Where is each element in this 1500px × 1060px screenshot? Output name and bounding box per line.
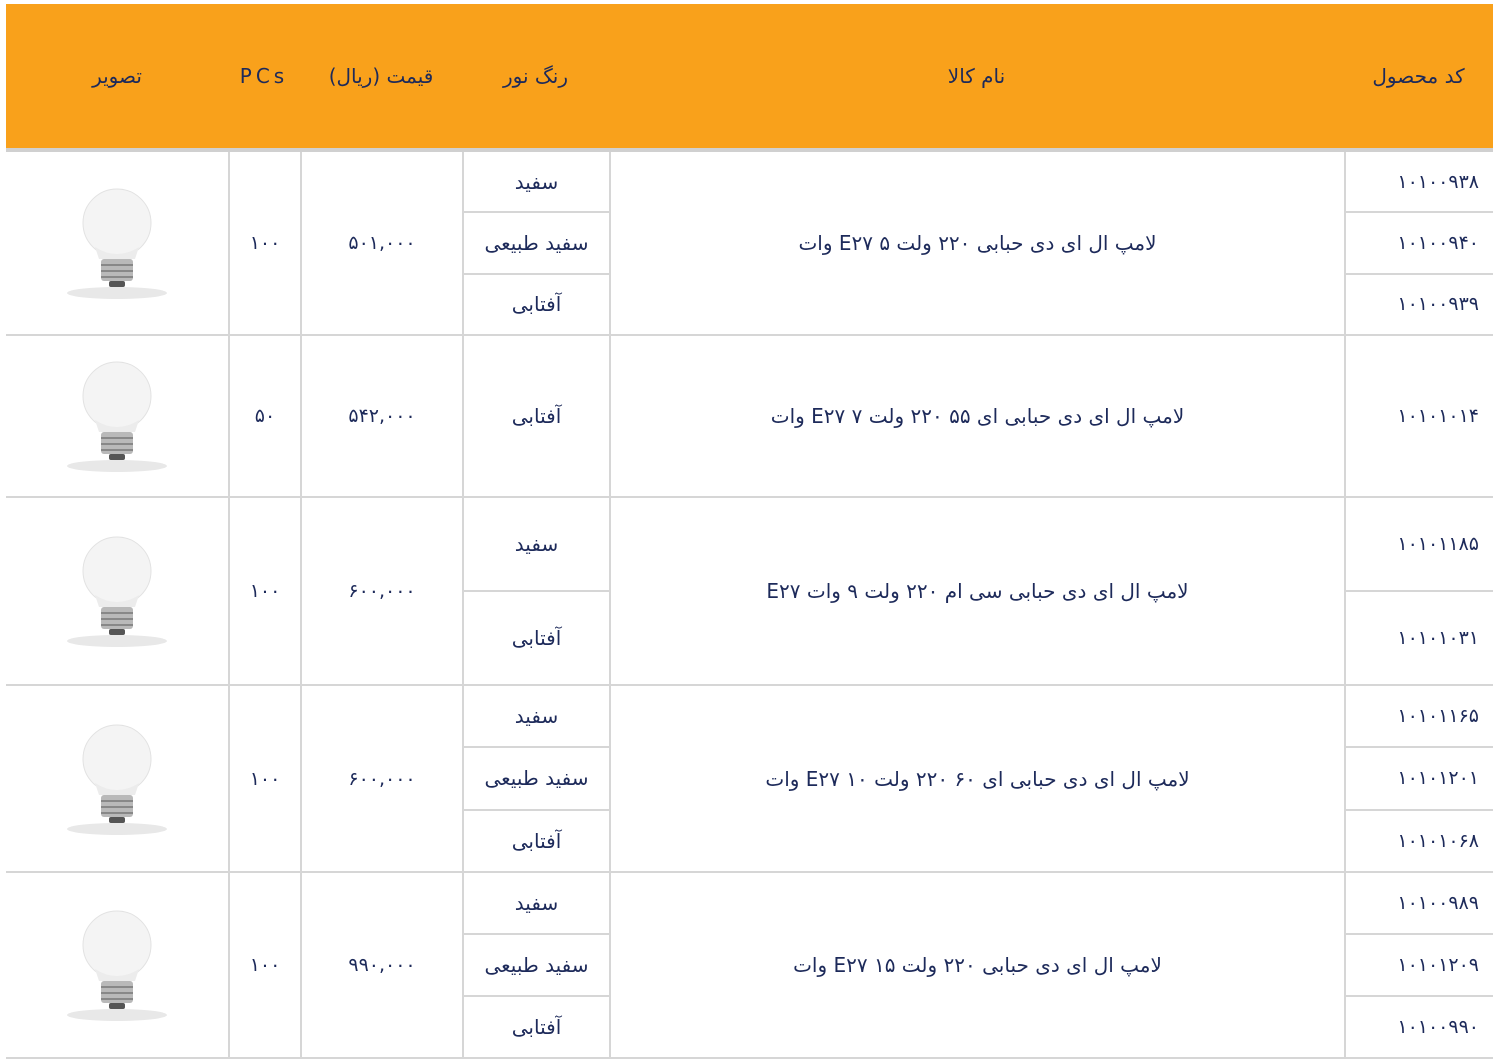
price: ۶۰۰,۰۰۰	[300, 498, 462, 686]
color-cell	[462, 152, 609, 336]
light-color: آفتابی	[511, 828, 562, 853]
image-cell	[6, 686, 228, 873]
header-color: رنگ نور	[462, 4, 609, 152]
header-price: قیمت (ریال)	[300, 4, 462, 152]
color-cell	[462, 498, 609, 686]
image-cell	[6, 873, 228, 1059]
header-pcs: PCs	[228, 4, 300, 152]
image-cell	[6, 152, 228, 336]
pcs: ۱۰۰	[228, 873, 300, 1059]
light-color: سفید طبیعی	[464, 935, 609, 997]
product-name: لامپ ال ای دی حبابی ای ۵۵ ۲۲۰ ولت E۲۷ ۷ وات	[609, 336, 1344, 498]
led-bulb-image	[57, 903, 177, 1027]
table-row	[6, 498, 1493, 686]
price: ۵۰۱,۰۰۰	[300, 152, 462, 336]
product-code: ۱۰۱۰۱۲۰۹	[1346, 935, 1493, 997]
pcs: ۵۰	[228, 336, 300, 498]
pcs: ۱۰۰	[228, 686, 300, 873]
light-color: سفید	[464, 152, 609, 213]
product-code: ۱۰۱۰۰۹۸۹	[1346, 873, 1493, 935]
product-code: ۱۰۱۰۱۲۰۱	[1346, 748, 1493, 810]
table-row	[6, 686, 1493, 873]
price: ۵۴۲,۰۰۰	[300, 336, 462, 498]
led-bulb-image	[57, 717, 177, 841]
pcs: ۱۰۰	[228, 498, 300, 686]
price: ۹۹۰,۰۰۰	[300, 873, 462, 1059]
light-color: آفتابی	[511, 404, 562, 428]
light-color: سفید	[464, 873, 609, 935]
image-cell	[6, 336, 228, 498]
product-code: ۱۰۱۰۱۰۳۱	[1397, 627, 1479, 649]
product-name: لامپ ال ای دی حبابی سی ام ۲۲۰ ولت ۹ وات E۲۷	[609, 498, 1344, 686]
product-name: لامپ ال ای دی حبابی ۲۲۰ ولت E۲۷ ۱۵ وات	[609, 873, 1344, 1059]
header-name: نام کالا	[609, 4, 1344, 152]
code-cell	[1344, 498, 1493, 686]
product-code: ۱۰۱۰۰۹۴۰	[1346, 213, 1493, 274]
light-color: سفید	[464, 686, 609, 748]
table-row	[6, 152, 1493, 336]
header-image: تصویر	[6, 4, 228, 152]
price-list	[6, 4, 1493, 1057]
product-code: ۱۰۱۰۱۱۸۵	[1346, 498, 1493, 592]
product-name: لامپ ال ای دی حبابی ای ۶۰ ۲۲۰ ولت E۲۷ ۱۰ وات	[609, 686, 1344, 873]
light-color: سفید طبیعی	[464, 748, 609, 810]
light-color: سفید طبیعی	[464, 213, 609, 274]
color-cell	[462, 336, 609, 498]
code-cell	[1344, 686, 1493, 873]
product-table	[6, 4, 1493, 1059]
image-cell	[6, 498, 228, 686]
table-row	[6, 873, 1493, 1059]
table-row	[6, 336, 1493, 498]
color-cell	[462, 686, 609, 873]
led-bulb-image	[57, 181, 177, 305]
header-row	[6, 4, 1493, 152]
product-code: ۱۰۱۰۱۰۶۸	[1397, 829, 1479, 852]
led-bulb-image	[57, 529, 177, 653]
led-bulb-image	[57, 354, 177, 478]
code-cell	[1344, 873, 1493, 1059]
light-color: سفید	[464, 498, 609, 592]
header-code: کد محصول	[1344, 4, 1493, 152]
light-color: آفتابی	[511, 626, 562, 650]
product-code: ۱۰۱۰۱۰۱۴	[1397, 405, 1479, 427]
product-name: لامپ ال ای دی حبابی ۲۲۰ ولت E۲۷ ۵ وات	[609, 152, 1344, 336]
code-cell	[1344, 152, 1493, 336]
price: ۶۰۰,۰۰۰	[300, 686, 462, 873]
light-color: آفتابی	[511, 1015, 562, 1039]
product-code: ۱۰۱۰۱۱۶۵	[1346, 686, 1493, 748]
product-code: ۱۰۱۰۰۹۹۰	[1397, 1016, 1479, 1038]
code-cell	[1344, 336, 1493, 498]
product-code: ۱۰۱۰۰۹۳۸	[1346, 152, 1493, 213]
light-color: آفتابی	[511, 292, 562, 317]
color-cell	[462, 873, 609, 1059]
product-code: ۱۰۱۰۰۹۳۹	[1397, 293, 1479, 316]
pcs: ۱۰۰	[228, 152, 300, 336]
